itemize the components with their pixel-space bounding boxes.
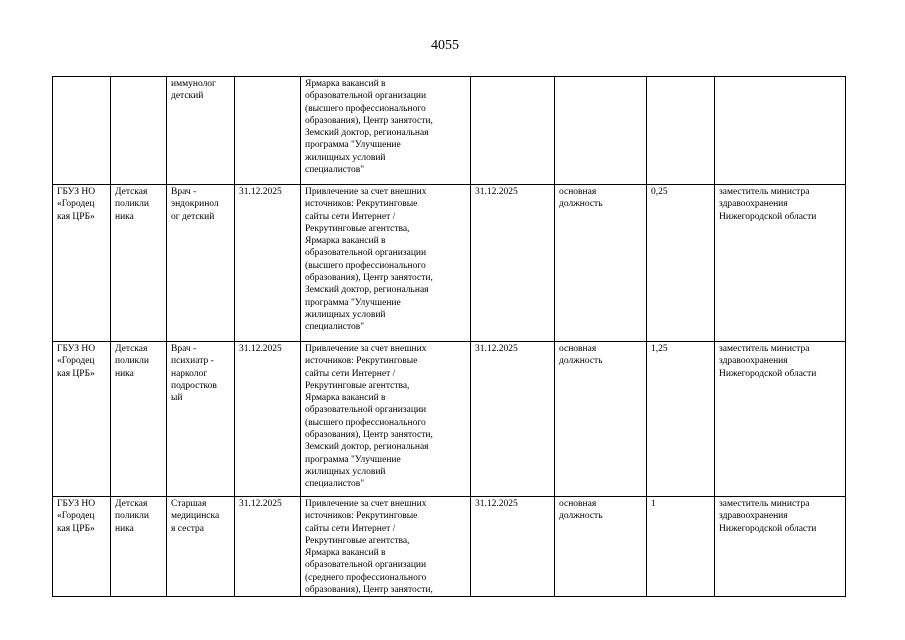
position-cell: иммунолог детский xyxy=(167,77,235,185)
table-row xyxy=(53,77,846,185)
date-cell: 31.12.2025 xyxy=(235,342,301,497)
position-cell: Врач - психиатр - нарколог подростков ый xyxy=(167,342,235,497)
org-cell: ГБУЗ НО «Городец кая ЦРБ» xyxy=(53,185,111,342)
rate-cell: 1,25 xyxy=(647,342,715,497)
position-cell: Врач - эндокринол ог детский xyxy=(167,185,235,342)
org-cell: ГБУЗ НО «Городец кая ЦРБ» xyxy=(53,497,111,597)
rate-type-cell: основная должность xyxy=(555,497,647,597)
date-cell: 31.12.2025 xyxy=(235,185,301,342)
deadline-cell: 31.12.2025 xyxy=(471,497,555,597)
responsible-cell: заместитель министра здравоохранения Нижегородской области xyxy=(715,342,846,497)
deadline-cell: 31.12.2025 xyxy=(471,185,555,342)
responsible-cell: заместитель министра здравоохранения Нижегородской области xyxy=(715,185,846,342)
org-cell xyxy=(53,77,111,185)
unit-cell xyxy=(111,77,167,185)
date-cell xyxy=(235,77,301,185)
deadline-cell: 31.12.2025 xyxy=(471,342,555,497)
page-number: 4055 xyxy=(431,38,459,53)
rate-type-cell: основная должность xyxy=(555,342,647,497)
responsible-cell xyxy=(715,77,846,185)
date-cell: 31.12.2025 xyxy=(235,497,301,597)
table-row xyxy=(53,342,846,497)
rate-cell xyxy=(647,77,715,185)
methods-cell: Привлечение за счет внешних источников: Рекрутинговые сайты сети Интернет / Рекрутинговые агентства, Ярмарка вакансий в образовательной организации (высшего профессионального образования), Центр занятости, Земский доктор, региональная программа "Улучшение жилищных условий специалистов" xyxy=(301,185,471,342)
unit-cell: Детская поликли ника xyxy=(111,342,167,497)
rate-cell: 0,25 xyxy=(647,185,715,342)
rate-type-cell xyxy=(555,77,647,185)
methods-cell: Ярмарка вакансий в образовательной организации (высшего профессионального образования), Центр занятости, Земский доктор, региональная программа "Улучшение жилищных условий специалистов" xyxy=(301,77,471,185)
table-row xyxy=(53,185,846,342)
position-cell: Старшая медицинска я сестра xyxy=(167,497,235,597)
org-cell: ГБУЗ НО «Городец кая ЦРБ» xyxy=(53,342,111,497)
rate-type-cell: основная должность xyxy=(555,185,647,342)
responsible-cell: заместитель министра здравоохранения Нижегородской области xyxy=(715,497,846,597)
deadline-cell xyxy=(471,77,555,185)
vacancy-table xyxy=(52,76,846,597)
table-row xyxy=(53,497,846,597)
rate-cell: 1 xyxy=(647,497,715,597)
unit-cell: Детская поликли ника xyxy=(111,497,167,597)
unit-cell: Детская поликли ника xyxy=(111,185,167,342)
methods-cell: Привлечение за счет внешних источников: Рекрутинговые сайты сети Интернет / Рекрутинговые агентства, Ярмарка вакансий в образовательной организации (среднего профессионального образования), Центр занятости, xyxy=(301,497,471,597)
methods-cell: Привлечение за счет внешних источников: Рекрутинговые сайты сети Интернет / Рекрутинговые агентства, Ярмарка вакансий в образовательной организации (высшего профессионального образования), Центр занятости, Земский доктор, региональная программа "Улучшение жилищных условий специалистов" xyxy=(301,342,471,497)
